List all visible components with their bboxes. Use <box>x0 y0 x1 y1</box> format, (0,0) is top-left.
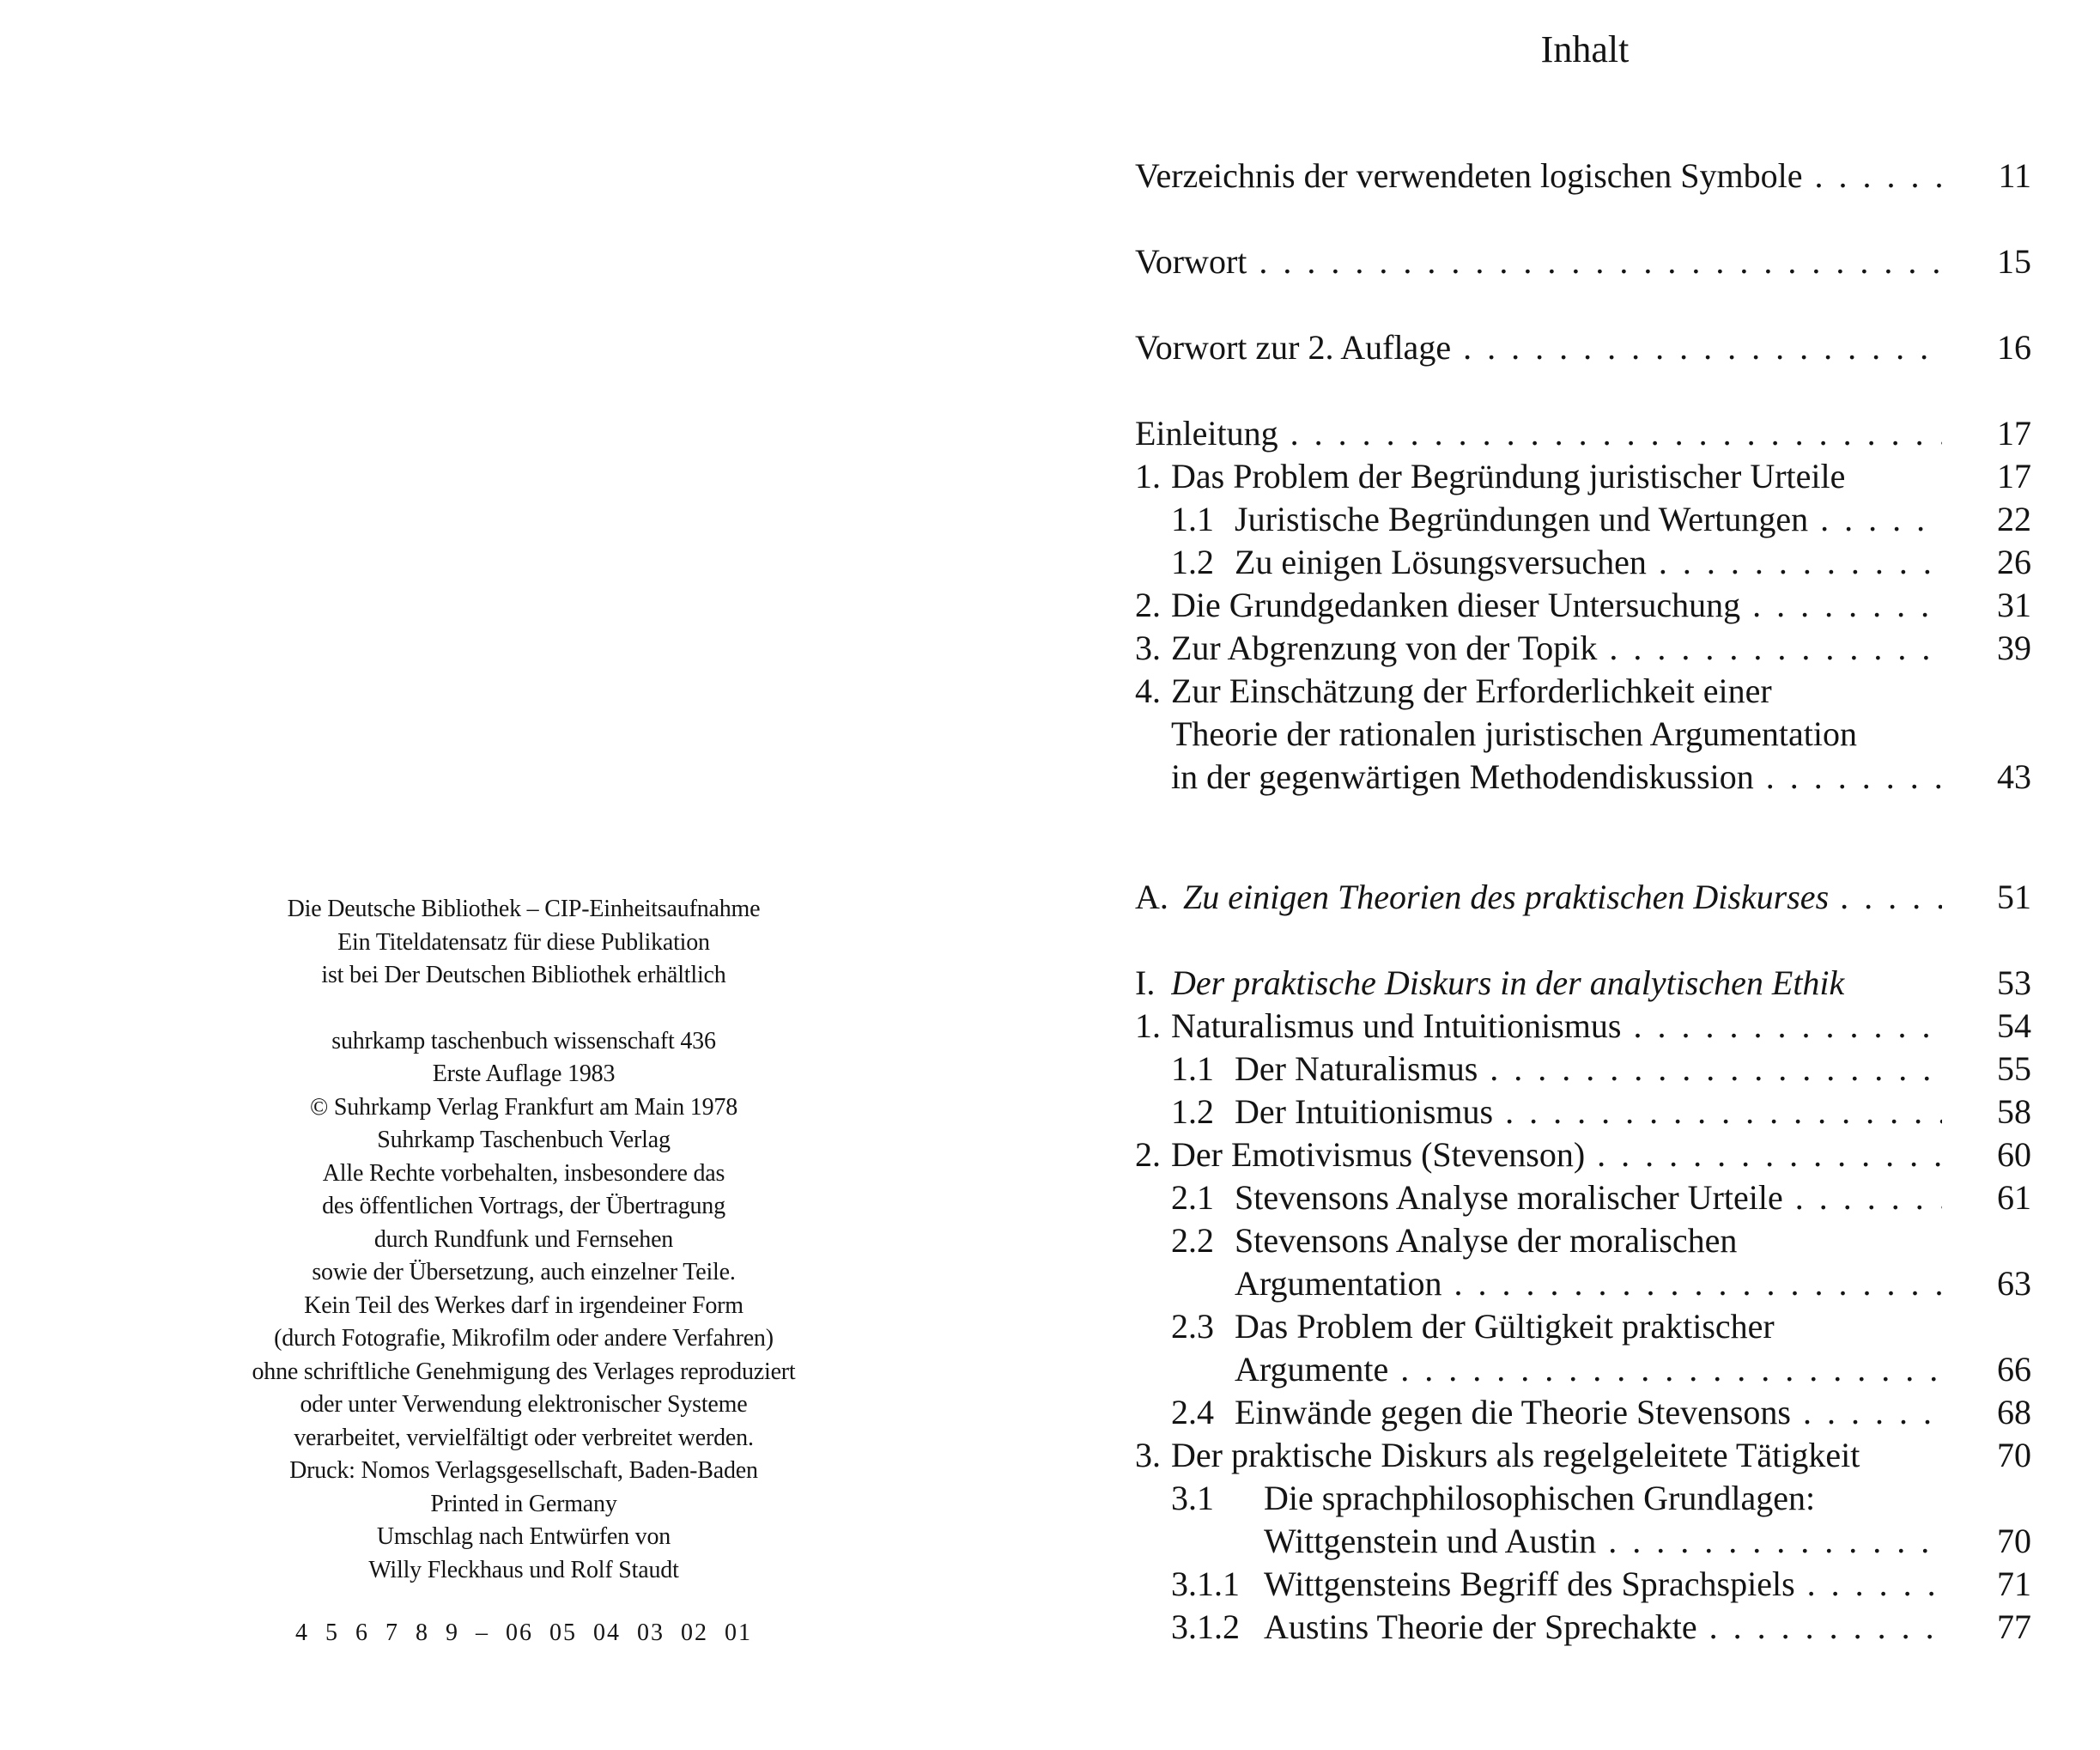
toc-entry-page: 66 <box>1997 1350 2031 1388</box>
toc-entry-text: Der praktische Diskurs als regelgeleitete Tätigkeit <box>1171 1436 1860 1474</box>
imprint-line: © Suhrkamp Verlag Frankfurt am Main 1978 <box>309 1093 737 1121</box>
toc-entry-text: Die Grundgedanken dieser Untersuchung . . . <box>1171 584 1942 627</box>
toc-entry-number: I. <box>1135 963 1156 1002</box>
toc-title: Inhalt <box>1540 28 1630 70</box>
toc-entry-text: Einwände gegen die Theorie Stevensons . . . <box>1235 1391 1942 1434</box>
toc-entry <box>1135 240 2031 283</box>
toc-entry-number: 1. <box>1135 1006 1161 1045</box>
imprint-line: sowie der Übersetzung, auch einzelner Teile. <box>312 1259 736 1285</box>
toc-entry-number: 3.1 <box>1171 1479 1214 1517</box>
imprint-line: Druck: Nomos Verlagsgesellschaft, Baden-Baden <box>289 1457 758 1484</box>
imprint-line: Ein Titeldatensatz für diese Publikation <box>337 928 710 956</box>
toc-entry-page: 31 <box>1997 586 2031 624</box>
toc-entry-number: A. <box>1135 878 1168 916</box>
toc-entry <box>1135 1563 2031 1606</box>
imprint-line: Suhrkamp Taschenbuch Verlag <box>377 1127 671 1153</box>
toc-part-heading <box>1135 876 2031 919</box>
toc-entry-continuation <box>1135 1520 2031 1563</box>
toc-entry <box>1135 1391 2031 1434</box>
toc-entry-text: in der gegenwärtigen Methodendiskussion . . . <box>1171 756 1942 799</box>
toc-entry-text: Vorwort . . . <box>1135 240 1942 283</box>
imprint-line: Kein Teil des Werkes darf in irgendeiner Form <box>304 1291 743 1319</box>
toc-entry-continuation <box>1135 713 2031 756</box>
toc-entry <box>1135 1219 2031 1262</box>
toc-entry-page: 17 <box>1997 414 2031 453</box>
toc-entry-number: 3.1.1 <box>1171 1565 1240 1603</box>
toc-entry-page: 68 <box>1997 1393 2031 1431</box>
toc-entry-page: 17 <box>1997 457 2031 495</box>
toc-entry <box>1135 627 2031 670</box>
toc-entry <box>1135 584 2031 627</box>
imprint-line: verarbeitet, vervielfältigt oder verbreitet werden. <box>294 1424 754 1451</box>
toc-entry-number: 1.1 <box>1171 1049 1214 1088</box>
imprint-line: suhrkamp taschenbuch wissenschaft 436 <box>331 1027 716 1054</box>
toc-entry-text: Vorwort zur 2. Auflage . . . <box>1135 326 1942 369</box>
toc-entry-text: Der Naturalismus . . . <box>1235 1048 1942 1091</box>
print-run-numbers: 4 5 6 7 8 9 – 06 05 04 03 02 01 <box>295 1619 752 1646</box>
imprint-line: Willy Fleckhaus und Rolf Staudt <box>368 1556 679 1583</box>
toc-entry <box>1135 1434 2031 1477</box>
toc-entry <box>1135 1305 2031 1348</box>
toc-entry-text: Juristische Begründungen und Wertungen . . . <box>1235 498 1942 541</box>
imprint-line: Erste Auflage 1983 <box>432 1060 616 1087</box>
toc-entry-text: Zu einigen Theorien des praktischen Diskurses . . . <box>1183 876 1942 919</box>
toc-entry-page: 15 <box>1997 242 2031 281</box>
toc-entry-page: 70 <box>1997 1436 2031 1474</box>
toc-entry-page: 63 <box>1997 1264 2031 1303</box>
toc-entry-number: 2. <box>1135 1135 1161 1174</box>
toc-entry-number: 1.2 <box>1171 543 1214 581</box>
imprint-line: (durch Fotografie, Mikrofilm oder andere Verfahren) <box>274 1325 774 1352</box>
toc-entry <box>1135 1477 2031 1520</box>
imprint-spacer <box>172 993 876 1025</box>
toc-entry <box>1135 155 2031 197</box>
toc-entry-text: Argumentation . . . <box>1235 1262 1942 1305</box>
toc-entry-continuation <box>1135 756 2031 799</box>
toc-entry <box>1135 326 2031 369</box>
toc-entry-text: Zur Abgrenzung von der Topik . . . <box>1171 627 1942 670</box>
toc-entry-page: 77 <box>1997 1607 2031 1646</box>
toc-entry-page: 43 <box>1997 757 2031 796</box>
toc-entry-page: 70 <box>1997 1522 2031 1560</box>
imprint-line: Printed in Germany <box>430 1490 617 1517</box>
toc-entry-number: 2.2 <box>1171 1221 1214 1260</box>
imprint-line: oder unter Verwendung elektronischer Systeme <box>300 1391 748 1418</box>
toc-entry-page: 58 <box>1997 1092 2031 1131</box>
toc-entry <box>1135 1176 2031 1219</box>
toc-entry-page: 16 <box>1997 328 2031 367</box>
imprint-line: ohne schriftliche Genehmigung des Verlages reproduziert <box>252 1358 796 1385</box>
imprint-line: des öffentlichen Vortrags, der Übertragung <box>322 1193 725 1219</box>
toc-entry-text: Einleitung . . . <box>1135 412 1942 455</box>
toc-entry-page: 54 <box>1997 1006 2031 1045</box>
toc-entry-text: Wittgensteins Begriff des Sprachspiels . . . <box>1264 1563 1942 1606</box>
imprint-line: ist bei Der Deutschen Bibliothek erhältlich <box>321 962 726 988</box>
toc-entry-number: 2. <box>1135 586 1161 624</box>
toc-entry-text: Verzeichnis der verwendeten logischen Symbole . . . <box>1135 155 1942 197</box>
toc-entry-text: Der Intuitionismus . . . <box>1235 1091 1942 1133</box>
toc-entry-text: Stevensons Analyse der moralischen <box>1235 1221 1738 1260</box>
toc-entry-number: 3. <box>1135 629 1161 667</box>
toc-entry <box>1135 498 2031 541</box>
toc-entry <box>1135 670 2031 713</box>
toc-entry-page: 51 <box>1997 878 2031 916</box>
toc-entry-continuation <box>1135 1262 2031 1305</box>
toc-entry-text: Theorie der rationalen juristischen Argumentation <box>1171 714 1858 753</box>
toc-entry-page: 22 <box>1997 500 2031 538</box>
imprint-line: Die Deutsche Bibliothek – CIP-Einheitsaufnahme <box>287 896 761 922</box>
toc-entry-text: Argumente . . . <box>1235 1348 1942 1391</box>
toc-entry-page: 53 <box>1997 963 2031 1002</box>
toc-entry <box>1135 412 2031 455</box>
toc-entry-number: 2.3 <box>1171 1307 1214 1346</box>
toc-entry-text: Naturalismus und Intuitionismus . . . <box>1171 1005 1942 1048</box>
toc-entry-text: Stevensons Analyse moralischer Urteile . . . <box>1235 1176 1942 1219</box>
toc-entry-text: Wittgenstein und Austin . . . <box>1264 1520 1942 1563</box>
toc-entry <box>1135 1048 2031 1091</box>
toc-entry-page: 11 <box>1998 156 2031 195</box>
toc-chapter-heading <box>1135 962 2031 1005</box>
toc-entry-text: Die sprachphilosophischen Grundlagen: <box>1264 1479 1816 1517</box>
imprint-line: durch Rundfunk und Fernsehen <box>373 1225 674 1253</box>
toc-entry-number: 1.2 <box>1171 1092 1214 1131</box>
toc-entry <box>1135 1005 2031 1048</box>
toc-entry-number: 1.1 <box>1171 500 1214 538</box>
toc-entry <box>1135 1091 2031 1133</box>
toc-entry-number: 2.4 <box>1171 1393 1214 1431</box>
toc-entry-number: 4. <box>1135 671 1161 710</box>
toc-entry-page: 39 <box>1997 629 2031 667</box>
toc-entry-page: 60 <box>1997 1135 2031 1174</box>
toc-entry-page: 71 <box>1997 1565 2031 1603</box>
toc-entry-number: 2.1 <box>1171 1178 1214 1217</box>
toc-entry <box>1135 1606 2031 1649</box>
toc-entry-text: Austins Theorie der Sprechakte . . . <box>1264 1606 1942 1649</box>
toc-entry-number: 3.1.2 <box>1171 1607 1240 1646</box>
imprint-block <box>172 893 876 1587</box>
toc-entry-text: Das Problem der Gültigkeit praktischer <box>1235 1307 1775 1346</box>
toc-entry-text: Das Problem der Begründung juristischer Urteile <box>1171 457 1846 495</box>
toc-entry-page: 26 <box>1997 543 2031 581</box>
toc-entry <box>1135 1133 2031 1176</box>
toc-entry-page: 55 <box>1997 1049 2031 1088</box>
toc-entry-page: 61 <box>1997 1178 2031 1217</box>
toc-entry-continuation <box>1135 1348 2031 1391</box>
toc-entry <box>1135 541 2031 584</box>
toc-entry-number: 1. <box>1135 457 1161 495</box>
toc-entry-text: Zur Einschätzung der Erforderlichkeit einer <box>1171 671 1772 710</box>
toc-entry-text: Der Emotivismus (Stevenson) . . . <box>1171 1133 1942 1176</box>
imprint-line: Alle Rechte vorbehalten, insbesondere das <box>322 1159 725 1187</box>
toc-entry-text: Zu einigen Lösungsversuchen . . . <box>1235 541 1942 584</box>
imprint-line: Umschlag nach Entwürfen von <box>376 1523 671 1550</box>
toc-entry <box>1135 455 2031 498</box>
toc-entry-text: Der praktische Diskurs in der analytischen Ethik <box>1171 963 1845 1002</box>
toc-entry-number: 3. <box>1135 1436 1161 1474</box>
